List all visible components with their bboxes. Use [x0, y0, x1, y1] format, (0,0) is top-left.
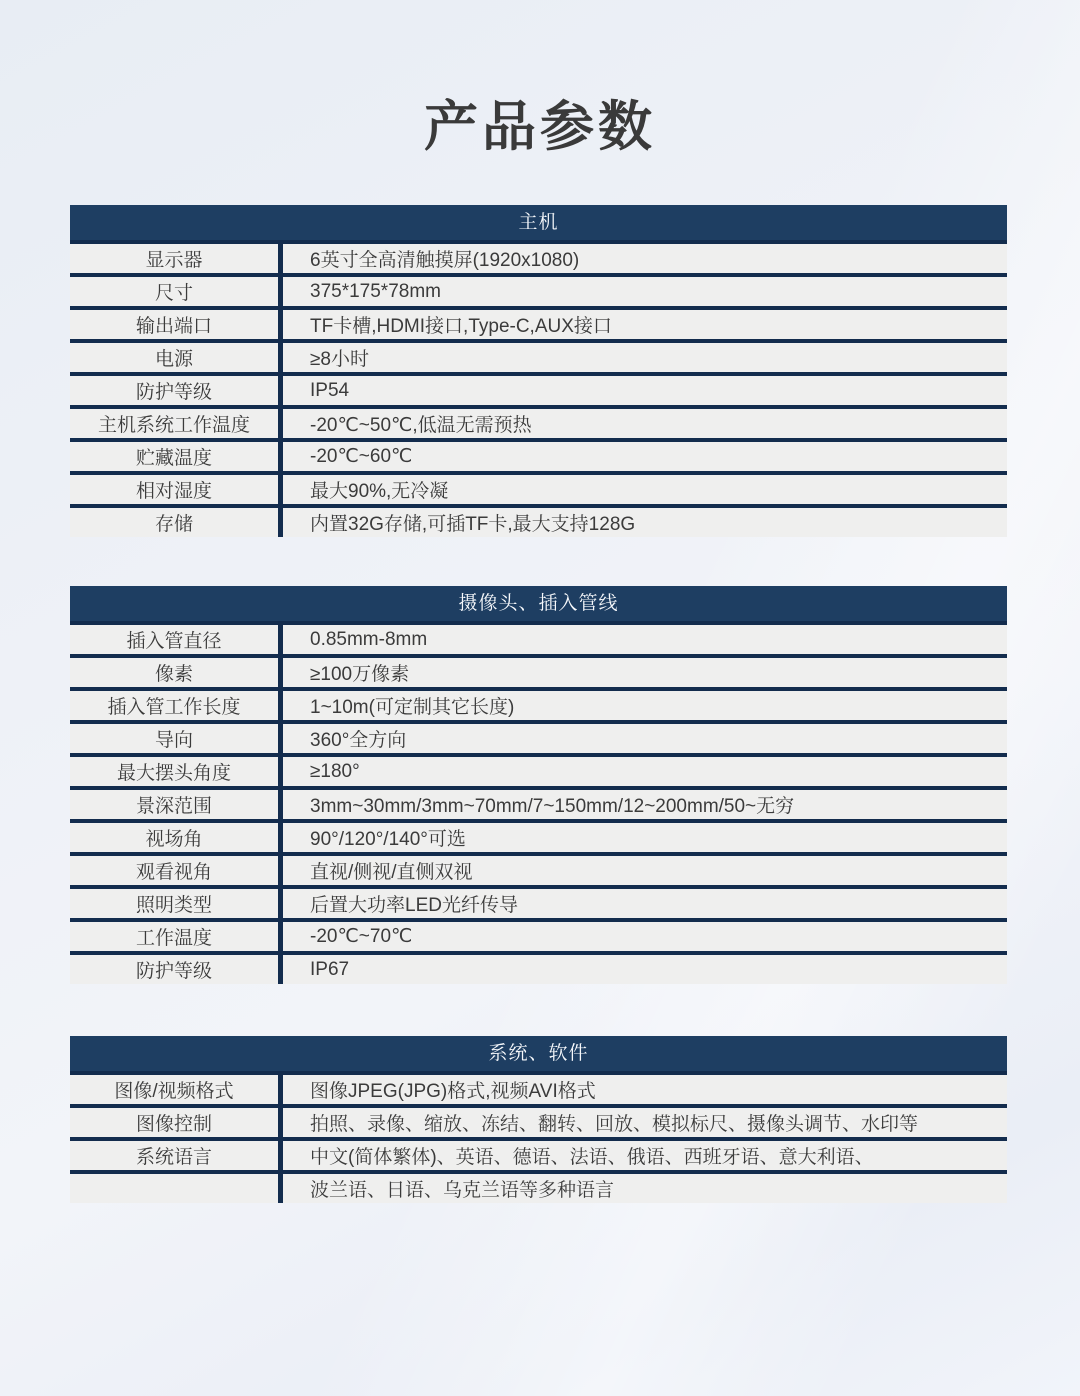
- table-row: [70, 405, 1007, 438]
- table-row: [70, 885, 1007, 918]
- spec-label: 导向: [70, 724, 283, 753]
- spec-table-camera: [70, 586, 1007, 984]
- table-row: [70, 819, 1007, 852]
- spec-label: 照明类型: [70, 889, 283, 918]
- spec-value: ≥100万像素: [310, 664, 410, 685]
- spec-value: ≥8小时: [310, 349, 369, 370]
- spec-value: -20℃~50℃,低温无需预热: [310, 415, 532, 436]
- spec-label: 电源: [70, 343, 283, 372]
- spec-label: 显示器: [70, 244, 283, 273]
- table-row: [70, 339, 1007, 372]
- spec-label: 防护等级: [70, 376, 283, 405]
- table-row: [70, 471, 1007, 504]
- spec-value: 360°全方向: [310, 730, 407, 751]
- spec-value: 3mm~30mm/3mm~70mm/7~150mm/12~200mm/50~无穷: [310, 796, 795, 817]
- table-row: [70, 240, 1007, 273]
- table-row: [70, 852, 1007, 885]
- spec-value: 375*175*78mm: [310, 280, 441, 302]
- spec-label: 相对湿度: [70, 475, 283, 504]
- spec-label: 图像控制: [70, 1108, 283, 1137]
- table-row: [70, 504, 1007, 537]
- table-row: [70, 654, 1007, 687]
- spec-label: 防护等级: [70, 955, 283, 984]
- spec-label: 插入管工作长度: [70, 691, 283, 720]
- spec-label: 像素: [70, 658, 283, 687]
- table-header-system: 系统、软件: [70, 1036, 1007, 1071]
- table-row: [70, 918, 1007, 951]
- table-row: [70, 1137, 1007, 1170]
- table-row: [70, 786, 1007, 819]
- table-row: [70, 1071, 1007, 1104]
- spec-value: 拍照、录像、缩放、冻结、翻转、回放、模拟标尺、摄像头调节、水印等: [310, 1114, 919, 1135]
- spec-value: IP67: [310, 958, 350, 980]
- spec-label: 存储: [70, 508, 283, 537]
- spec-label: 输出端口: [70, 310, 283, 339]
- spec-value: 最大90%,无冷凝: [310, 481, 449, 502]
- table-row: [70, 273, 1007, 306]
- spec-label: 主机系统工作温度: [70, 409, 283, 438]
- spec-value: 后置大功率LED光纤传导: [310, 895, 518, 916]
- spec-value: 图像JPEG(JPG)格式,视频AVI格式: [310, 1081, 596, 1102]
- spec-value: -20℃~70℃: [310, 926, 413, 947]
- spec-label: 视场角: [70, 823, 283, 852]
- spec-label: 工作温度: [70, 922, 283, 951]
- table-row: [70, 372, 1007, 405]
- table-row: [70, 621, 1007, 654]
- table-row: [70, 753, 1007, 786]
- spec-value: 6英寸全高清触摸屏(1920x1080): [310, 250, 580, 271]
- table-row: [70, 720, 1007, 753]
- spec-value: 直视/侧视/直侧双视: [310, 862, 473, 883]
- spec-value: ≥180°: [310, 760, 360, 782]
- spec-label: 观看视角: [70, 856, 283, 885]
- spec-value: TF卡槽,HDMI接口,Type-C,AUX接口: [310, 316, 612, 337]
- spec-value: 中文(简体繁体)、英语、德语、法语、俄语、西班牙语、意大利语、: [310, 1147, 874, 1168]
- spec-label: 最大摆头角度: [70, 757, 283, 786]
- spec-label: 图像/视频格式: [70, 1075, 283, 1104]
- spec-value: 90°/120°/140°可选: [310, 829, 466, 850]
- spec-value: IP54: [310, 379, 350, 401]
- table-header-host: 主机: [70, 205, 1007, 240]
- spec-value: 1~10m(可定制其它长度): [310, 697, 515, 718]
- table-row: [70, 687, 1007, 720]
- spec-value: 波兰语、日语、乌克兰语等多种语言: [310, 1180, 615, 1201]
- spec-value: 内置32G存储,可插TF卡,最大支持128G: [310, 514, 636, 535]
- spec-label: 插入管直径: [70, 625, 283, 654]
- spec-value: -20℃~60℃: [310, 446, 413, 467]
- spec-label: 景深范围: [70, 790, 283, 819]
- spec-table-system: [70, 1036, 1007, 1203]
- spec-value: 0.85mm-8mm: [310, 628, 428, 650]
- table-row: [70, 951, 1007, 984]
- table-row: [70, 438, 1007, 471]
- spec-label: [70, 1174, 283, 1203]
- spec-label: 尺寸: [70, 277, 283, 306]
- page-title: 产品参数: [424, 97, 656, 157]
- spec-label: 系统语言: [70, 1141, 283, 1170]
- table-row: [70, 1170, 1007, 1203]
- spec-label: 贮藏温度: [70, 442, 283, 471]
- spec-table-host: [70, 205, 1007, 537]
- table-row: [70, 1104, 1007, 1137]
- table-row: [70, 306, 1007, 339]
- table-header-camera: 摄像头、插入管线: [70, 586, 1007, 621]
